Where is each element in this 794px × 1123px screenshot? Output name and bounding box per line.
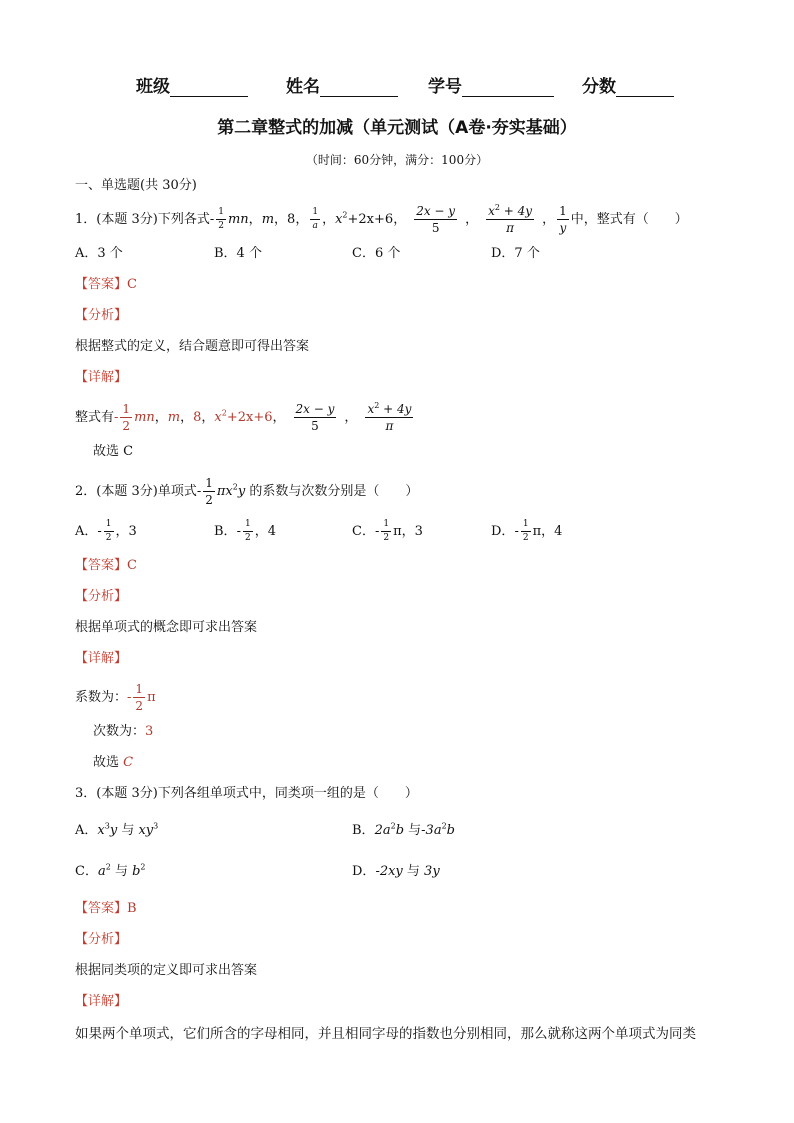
fraction-x2-plus-4y-over-pi — [365, 403, 413, 432]
exponent: 3 — [104, 821, 110, 831]
denominator: 5 — [431, 221, 440, 235]
term-b: b — [132, 864, 141, 879]
exponent: 2 — [374, 401, 380, 410]
q3-answer — [75, 900, 137, 918]
q3-option-d[interactable] — [352, 863, 440, 881]
q3-option-b[interactable] — [352, 822, 455, 840]
q2-degree — [93, 723, 153, 741]
neg-sign: - — [374, 524, 380, 539]
fraction-one-half — [203, 477, 215, 506]
connector: 与 — [404, 823, 422, 838]
numerator: 1 — [104, 520, 114, 532]
q2-conclusion — [93, 754, 133, 772]
option-tail: ，3 — [401, 524, 423, 539]
term-x: x — [214, 410, 222, 425]
numerator: 2x − y — [295, 402, 335, 416]
term-a: x — [97, 823, 105, 838]
denominator: 2 — [135, 699, 144, 713]
degree-label: 次数为： — [93, 724, 146, 739]
q1-option-a[interactable]: A．3 个 — [75, 246, 123, 261]
q2-prefix: 2．(本题 3分)单项式 — [75, 484, 197, 499]
degree-value: 3 — [145, 724, 154, 739]
fraction-one-half — [133, 683, 145, 712]
term-8: 8 — [287, 212, 296, 227]
denominator: 2 — [522, 533, 529, 543]
option-tail: ，4 — [254, 524, 276, 539]
q1-detail-text — [75, 403, 421, 432]
comma: ， — [322, 212, 336, 227]
option-label: A． — [75, 823, 98, 838]
denominator: a — [312, 221, 318, 231]
term-mn: mn — [227, 212, 249, 227]
q1-option-c[interactable]: C．6 个 — [352, 246, 401, 261]
answer-tag: 【答案】 — [75, 277, 128, 292]
fraction-one-half — [120, 403, 132, 432]
fraction-2x-minus-y-over-5 — [294, 403, 337, 432]
q1-option-b[interactable]: B．4 个 — [214, 246, 262, 261]
page-subtitle: （时间：60分钟，满分：100分） — [305, 153, 489, 167]
term-b: -3a — [421, 823, 442, 838]
exponent: 2 — [494, 203, 500, 212]
q1-analysis-text: 根据整式的定义，结合题意即可得出答案 — [75, 339, 310, 354]
neg-sign: - — [209, 212, 215, 227]
q1-conclusion: 故选 C — [93, 444, 134, 459]
comma: ， — [248, 212, 262, 227]
neg-sign: - — [127, 690, 132, 705]
option-tail: ，3 — [115, 524, 137, 539]
term-rest: +2x+6 — [226, 410, 273, 425]
denominator: π — [385, 419, 394, 433]
denominator: 2 — [383, 533, 390, 543]
q3-analysis-text: 根据同类项的定义即可求出答案 — [75, 963, 258, 978]
term-rest: +2x+6 — [347, 212, 394, 227]
option-label: B． — [214, 524, 237, 539]
term-b: xy — [138, 823, 154, 838]
q2-option-a[interactable] — [75, 520, 137, 543]
student-info-line — [136, 72, 674, 97]
q2-analysis-tag — [75, 588, 127, 606]
q2-suffix: 的系数与次数分别是（ ） — [245, 484, 419, 499]
numerator: 1 — [243, 520, 253, 532]
fraction-one-half — [381, 520, 391, 543]
detail-tag: 【详解】 — [75, 994, 128, 1009]
denominator: 2 — [205, 493, 213, 507]
denominator: y — [559, 221, 567, 235]
q3-detail-text: 如果两个单项式，它们所含的字母相同，并且相同字母的指数也分别相同，那么就称这两个单项式为同类 — [75, 1026, 696, 1042]
term-8: 8 — [193, 410, 202, 425]
class-label: 班级 — [136, 77, 170, 97]
q1-detail-tag — [75, 369, 127, 387]
numerator: 1 — [521, 520, 531, 532]
score-blank[interactable] — [616, 78, 674, 97]
option-label: C． — [352, 524, 375, 539]
fraction-one-half — [216, 208, 226, 231]
q1-suffix: 中，整式有（ ） — [570, 212, 688, 227]
answer-value: C — [127, 277, 137, 292]
term-y: y — [237, 484, 246, 499]
name-blank[interactable] — [320, 78, 398, 97]
analysis-tag: 【分析】 — [75, 932, 128, 947]
q2-option-d[interactable] — [491, 520, 562, 543]
exponent: 2 — [105, 862, 111, 872]
neg-sign: - — [196, 484, 202, 499]
comma: ， — [295, 212, 309, 227]
q1-prefix: 1．(本题 3分)下列各式 — [75, 212, 210, 227]
q2-answer — [75, 557, 137, 575]
option-label: B． — [352, 823, 375, 838]
q1-analysis-tag — [75, 307, 127, 325]
exponent: 2 — [441, 821, 447, 831]
denominator: 5 — [311, 419, 319, 433]
term-pi-x: πx — [216, 484, 233, 499]
comma: ， — [154, 410, 168, 425]
answer-tag: 【答案】 — [75, 901, 128, 916]
numerator: 1 — [122, 402, 131, 416]
connector: 与 — [402, 864, 425, 879]
denominator: 2 — [105, 533, 112, 543]
neg-sign: - — [514, 524, 519, 539]
q2-option-b[interactable] — [214, 520, 276, 543]
fraction-one-half — [521, 520, 531, 543]
question-1-stem — [75, 205, 688, 234]
term-b: 3y — [424, 864, 440, 879]
comma: ， — [542, 212, 556, 227]
term-a-rest: y — [109, 823, 118, 838]
exponent: 2 — [140, 862, 146, 872]
exponent: 2 — [342, 210, 348, 220]
term-4y: + 4y — [379, 402, 412, 416]
q3-analysis-tag — [75, 931, 127, 949]
q3-detail-tag — [75, 993, 127, 1011]
q1-answer — [75, 276, 137, 294]
comma: ， — [201, 410, 215, 425]
q1-option-d[interactable]: D．7 个 — [491, 246, 540, 261]
neg-sign: - — [97, 524, 102, 539]
numerator — [486, 205, 534, 220]
connector: 与 — [117, 823, 139, 838]
term-a: -2xy — [375, 864, 403, 879]
term-a: 2a — [374, 823, 391, 838]
denominator: 2 — [218, 221, 224, 231]
option-pi: π — [393, 524, 402, 539]
fraction-one-half — [243, 520, 253, 543]
comma: ， — [274, 212, 288, 227]
term-a: a — [97, 864, 106, 879]
numerator: 1 — [310, 208, 320, 220]
term-4y: + 4y — [499, 204, 533, 218]
option-label: D． — [491, 524, 515, 539]
numerator: 1 — [135, 682, 144, 696]
analysis-tag: 【分析】 — [75, 308, 128, 323]
answer-value: C — [127, 558, 137, 573]
option-label: A． — [75, 524, 98, 539]
fraction-one-over-a — [310, 208, 320, 231]
comma: ， — [272, 410, 286, 425]
answer-tag: 【答案】 — [75, 558, 128, 573]
fraction-2x-minus-y-over-5 — [414, 205, 457, 234]
analysis-tag: 【分析】 — [75, 589, 128, 604]
question-3-stem: 3．(本题 3分)下列各组单项式中，同类项一组的是（ ） — [75, 786, 418, 801]
question-2-stem — [75, 477, 418, 506]
option-label: C． — [75, 864, 98, 879]
name-label: 姓名 — [286, 77, 320, 97]
connector: 与 — [110, 864, 133, 879]
exponent: 2 — [221, 408, 227, 418]
numerator: 1 — [559, 204, 567, 218]
q2-option-c[interactable] — [352, 520, 423, 543]
fraction-one-half — [104, 520, 114, 543]
denominator: π — [506, 221, 515, 235]
pi-symbol: π — [147, 690, 156, 705]
denominator: 2 — [122, 419, 131, 433]
student-id-blank[interactable] — [462, 78, 554, 97]
term-x: x — [335, 212, 343, 227]
numerator: 1 — [205, 476, 213, 490]
term-mn: mn — [134, 410, 155, 425]
detail-tag: 【详解】 — [75, 370, 128, 385]
conclusion-text: 故选 — [93, 755, 124, 770]
answer-value: B — [127, 901, 137, 916]
exponent: 2 — [232, 482, 238, 492]
detail-prefix: 整式有 — [75, 410, 115, 425]
neg-sign: - — [236, 524, 241, 539]
term-m: m — [261, 212, 275, 227]
denominator: 2 — [244, 533, 251, 543]
option-label: D． — [352, 864, 376, 879]
fraction-one-over-y — [557, 205, 569, 234]
exponent: 3 — [153, 821, 159, 831]
numerator: 2x − y — [416, 204, 456, 218]
q2-coefficient — [75, 683, 156, 712]
option-pi: π — [532, 524, 542, 539]
term-a-rest: b — [395, 823, 405, 838]
q2-analysis-text: 根据单项式的概念即可求出答案 — [75, 620, 258, 635]
score-label: 分数 — [582, 77, 616, 97]
q3-option-a[interactable] — [75, 822, 158, 840]
term-x: x — [367, 402, 375, 416]
q3-option-c[interactable] — [75, 863, 146, 881]
detail-tag: 【详解】 — [75, 651, 128, 666]
class-blank[interactable] — [170, 78, 248, 97]
term-x: x — [488, 204, 495, 218]
comma: ， — [180, 410, 194, 425]
option-tail: ，4 — [541, 524, 563, 539]
numerator: 1 — [381, 520, 391, 532]
student-id-label: 学号 — [428, 77, 462, 97]
section-heading: 一、单选题(共 30分) — [75, 178, 197, 193]
exponent: 2 — [390, 821, 396, 831]
term-m: m — [167, 410, 181, 425]
comma: ， — [393, 212, 407, 227]
comma: ， — [344, 410, 358, 425]
page-title: 第二章整式的加减（单元测试（A卷·夯实基础） — [217, 118, 577, 138]
term-b-rest: b — [446, 823, 455, 838]
coef-label: 系数为： — [75, 690, 128, 705]
conclusion-letter: C — [123, 755, 134, 770]
numerator — [365, 403, 413, 418]
numerator: 1 — [216, 208, 226, 220]
comma: ， — [465, 212, 479, 227]
fraction-x2-plus-4y-over-pi — [486, 205, 534, 234]
q2-detail-tag — [75, 650, 127, 668]
neg-sign: - — [114, 410, 119, 425]
